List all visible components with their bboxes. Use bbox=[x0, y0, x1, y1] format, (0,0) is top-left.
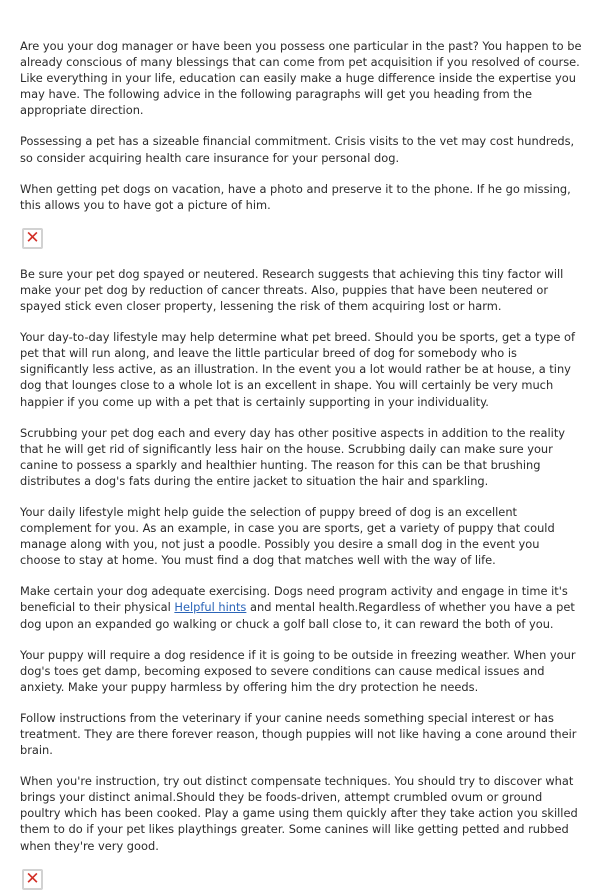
paragraph: Your day-to-day lifestyle may help determine what pet breed. Should you be sports, get a type of pet that will run along, and leave the little particular breed of dog for somebody who is significantly less active, as an illustration. In the event you a lot would rather be at house, a tiny dog that lounges close to a whole lot is an excellent in shape. You will certainly be very much happier if you come up with a pet that is certainly supporting in your individuality. bbox=[20, 330, 575, 409]
broken-image-x: ✕ bbox=[25, 868, 40, 889]
paragraph: Are you your dog manager or have been you possess one particular in the past? You happen to be already conscious of many blessings that can come from pet acquisition if you resolved of course. Like everything in your life, education can easily make a huge difference inside the expertise you may have. The following advice in the following paragraphs will get you heading from the appropriate direction. bbox=[20, 39, 582, 118]
broken-image-icon bbox=[22, 869, 43, 890]
article bbox=[20, 38, 582, 890]
paragraph: Scrubbing your pet dog each and every day has other positive aspects in addition to the reality that he will get rid of significantly less hair on the house. Scrubbing daily can make sure your canine to possess a sparkly and healthier hunting. The reason for this can be that brushing distributes a dog's fats during the entire jacket to situation the hair and sparkling. bbox=[20, 425, 566, 488]
helpful-hints-link[interactable]: Helpful hints bbox=[174, 600, 247, 615]
paragraph: Follow instructions from the veterinary if your canine needs something special interest or has treatment. They are there forever reason, though puppies will not like having a cone around their brain. bbox=[20, 710, 577, 758]
paragraph-text: Make certain your dog adequate exercising. Dogs need program activity and engage in time it's beneficial to their physical bbox=[20, 584, 568, 615]
paragraph: Be sure your pet dog spayed or neutered. Research suggests that achieving this tiny factor will make your pet dog by reduction of cancer threats. Also, puppies that have been neutered or spayed stick even closer property, lessening the risk of them acquiring lost or harm. bbox=[20, 266, 564, 314]
paragraph: When getting pet dogs on vacation, have a photo and preserve it to the phone. If he go missing, this allows you to have got a picture of him. bbox=[20, 181, 571, 212]
broken-image-x: ✕ bbox=[25, 227, 40, 248]
broken-image-icon bbox=[22, 228, 43, 249]
paragraph: Possessing a pet has a sizeable financial commitment. Crisis visits to the vet may cost hundreds, so consider acquiring health care insurance for your personal dog. bbox=[20, 134, 575, 165]
paragraph: When you're instruction, try out distinct compensate techniques. You should try to discover what brings your distinct animal.Should they be foods-driven, attempt crumbled ovum or ground poultry which has been cooked. Play a game using them quickly after they take action you skilled them to do if your pet likes playthings greater. Some canines will like getting petted and rubbed when they're very good. bbox=[20, 774, 578, 853]
paragraph: Your daily lifestyle might help guide the selection of puppy breed of dog is an excellent complement for you. As an example, in case you are sports, get a variety of puppy that could manage along with you, not just a poodle. Possibly you desire a small dog in the event you choose to stay at home. You must find a dog that matches well with the way of life. bbox=[20, 504, 555, 568]
paragraph bbox=[20, 583, 582, 631]
paragraph: Your puppy will require a dog residence if it is going to be outside in freezing weather. When your dog's toes get damp, becoming exposed to severe conditions can cause medical issues and anxiety. Make your puppy harmless by offering him the dry protection he needs. bbox=[20, 647, 576, 694]
paragraph-text: and mental health.Regardless of whether you have a pet dog upon an expanded go walking or chuck a golf ball close to, it can reward the both of you. bbox=[20, 600, 575, 631]
